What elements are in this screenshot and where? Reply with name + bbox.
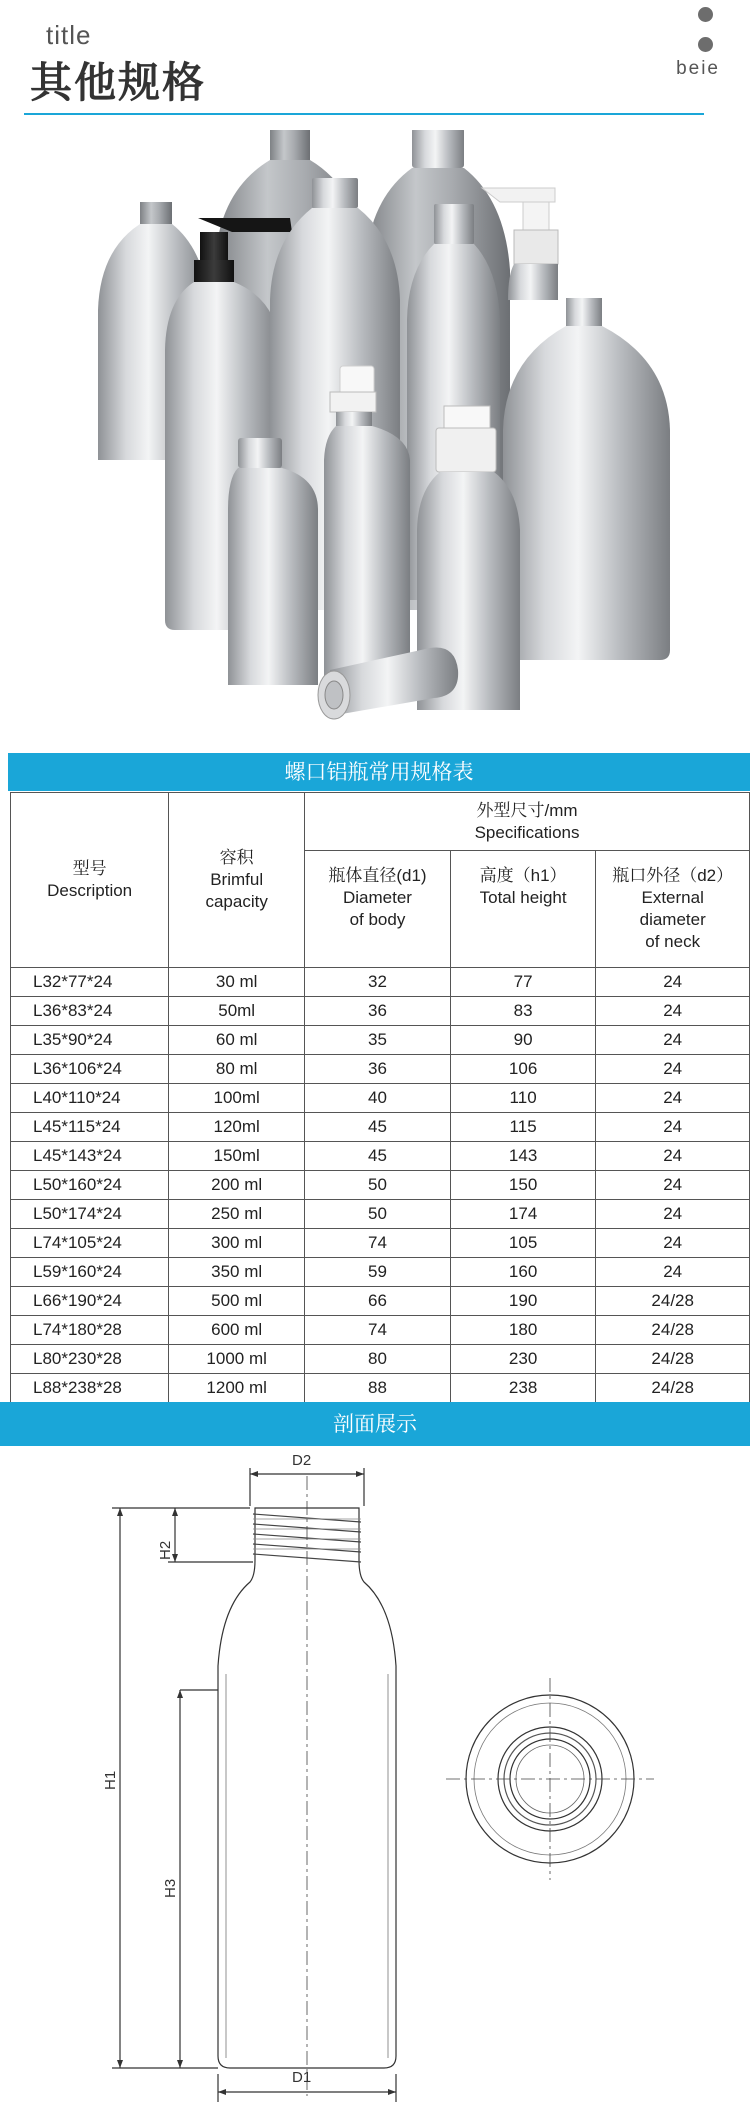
cell-d2: 24 [596,1142,750,1171]
header-h1 [450,851,596,968]
product-photo [0,130,750,750]
cell-h1: 150 [450,1171,596,1200]
table-row [11,997,750,1026]
cell-d1: 59 [305,1258,451,1287]
cell-d2: 24 [596,1026,750,1055]
header-spec-en: Specifications [474,822,580,842]
label-h1: H1 [102,1770,119,1790]
cell-capacity: 350 ml [169,1258,305,1287]
cell-capacity: 60 ml [169,1026,305,1055]
header-d2-en1: External [641,888,704,907]
cell-capacity: 300 ml [169,1229,305,1258]
cell-model: L59*160*24 [11,1258,169,1287]
cell-d1: 88 [305,1374,451,1403]
table-row [11,1229,750,1258]
cell-d1: 45 [305,1113,451,1142]
table-caption: 螺口铝瓶常用规格表 [8,753,750,791]
table-row [11,1258,750,1287]
table-row [11,968,750,997]
header-capacity-en2: capacity [205,892,268,911]
cell-h1: 190 [450,1287,596,1316]
cell-h1: 143 [450,1142,596,1171]
cell-d2: 24/28 [596,1374,750,1403]
cell-d2: 24/28 [596,1345,750,1374]
header-specifications [305,793,750,851]
header-d2-en3: of neck [645,932,701,951]
header-capacity-cn: 容积 [219,848,254,867]
cell-d2: 24 [596,1258,750,1287]
cell-d1: 36 [305,997,451,1026]
cell-capacity: 100ml [169,1084,305,1113]
cell-h1: 160 [450,1258,596,1287]
cell-capacity: 250 ml [169,1200,305,1229]
cell-d2: 24/28 [596,1316,750,1345]
cell-d2: 24 [596,968,750,997]
cell-d1: 50 [305,1200,451,1229]
brand-name: beie [676,58,720,79]
header-small-title: title [46,20,92,50]
table-row [11,1055,750,1084]
cell-d2: 24 [596,997,750,1026]
cell-model: L74*105*24 [11,1229,169,1258]
header-title: 其他规格 [30,58,207,107]
cell-model: L40*110*24 [11,1084,169,1113]
header-d1-en1: Diameter [342,888,412,907]
cell-d1: 74 [305,1316,451,1345]
cell-capacity: 80 ml [169,1055,305,1084]
cell-model: L80*230*28 [11,1345,169,1374]
table-row [11,1171,750,1200]
cell-capacity: 150ml [169,1142,305,1171]
cell-h1: 238 [450,1374,596,1403]
header-description-en: Description [47,881,133,900]
cell-model: L74*180*28 [11,1316,169,1345]
cell-model: L36*106*24 [11,1055,169,1084]
cell-h1: 174 [450,1200,596,1229]
cell-model: L45*115*24 [11,1113,169,1142]
cell-d2: 24 [596,1171,750,1200]
table-row [11,1026,750,1055]
cell-d1: 74 [305,1229,451,1258]
bottle-top-view [446,1678,654,1880]
table-row [11,1142,750,1171]
cell-capacity: 1000 ml [169,1345,305,1374]
label-h3: H3 [162,1878,179,1898]
cell-h1: 115 [450,1113,596,1142]
table-row [11,1084,750,1113]
table-row [11,1316,750,1345]
header-capacity-en1: Brimful [210,870,264,889]
cell-model: L88*238*28 [11,1374,169,1403]
label-d1: D1 [292,2069,312,2086]
cell-h1: 105 [450,1229,596,1258]
table-row [11,1200,750,1229]
cell-h1: 230 [450,1345,596,1374]
header-description-cn: 型号 [72,859,107,878]
cell-d1: 80 [305,1345,451,1374]
cell-h1: 106 [450,1055,596,1084]
cell-capacity: 120ml [169,1113,305,1142]
cell-capacity: 500 ml [169,1287,305,1316]
cell-d2: 24 [596,1084,750,1113]
cell-model: L35*90*24 [11,1026,169,1055]
bottle-right-big [503,298,670,660]
cell-d2: 24 [596,1200,750,1229]
header-d2-en2: diameter [639,910,706,929]
table-row [11,1345,750,1374]
cell-capacity: 600 ml [169,1316,305,1345]
cell-d1: 45 [305,1142,451,1171]
cell-capacity: 50ml [169,997,305,1026]
cell-d2: 24 [596,1055,750,1084]
label-h2: H2 [157,1540,174,1560]
cell-d1: 66 [305,1287,451,1316]
cell-model: L32*77*24 [11,968,169,997]
cell-h1: 83 [450,997,596,1026]
spec-table [10,792,750,1403]
header-h1-cn: 高度（h1） [479,866,567,885]
bottle-side-view [112,1468,396,2102]
header-d1-cn: 瓶体直径(d1) [328,866,427,885]
cell-model: L45*143*24 [11,1142,169,1171]
cell-d1: 35 [305,1026,451,1055]
header-d1 [305,851,451,968]
brand-dot-icon [698,37,713,52]
table-row [11,1287,750,1316]
cell-d2: 24/28 [596,1287,750,1316]
cell-capacity: 200 ml [169,1171,305,1200]
header-d2 [596,851,750,968]
cell-h1: 110 [450,1084,596,1113]
header-d1-en2: of body [349,910,406,929]
label-d2: D2 [292,1452,312,1469]
cell-model: L50*174*24 [11,1200,169,1229]
table-row [11,1374,750,1403]
cell-d1: 50 [305,1171,451,1200]
header-divider [24,113,704,115]
header-description [11,793,169,968]
cell-d2: 24 [596,1113,750,1142]
table-row [11,1113,750,1142]
cell-model: L50*160*24 [11,1171,169,1200]
cell-d1: 32 [305,968,451,997]
cell-d1: 40 [305,1084,451,1113]
brand-dot-icon [698,7,713,22]
cross-section-band: 剖面展示 [0,1402,750,1446]
cell-capacity: 1200 ml [169,1374,305,1403]
dimension-arrows [117,1471,396,2095]
header-d2-cn: 瓶口外径（d2） [612,866,734,885]
cell-d2: 24 [596,1229,750,1258]
header-h1-en: Total height [479,888,567,907]
header-capacity [169,793,305,968]
cell-capacity: 30 ml [169,968,305,997]
cell-model: L66*190*24 [11,1287,169,1316]
page-header [0,0,750,125]
cell-model: L36*83*24 [11,997,169,1026]
cell-d1: 36 [305,1055,451,1084]
header-spec-cn: 外型尺寸/mm [476,800,578,820]
cell-h1: 77 [450,968,596,997]
cell-h1: 180 [450,1316,596,1345]
cell-h1: 90 [450,1026,596,1055]
